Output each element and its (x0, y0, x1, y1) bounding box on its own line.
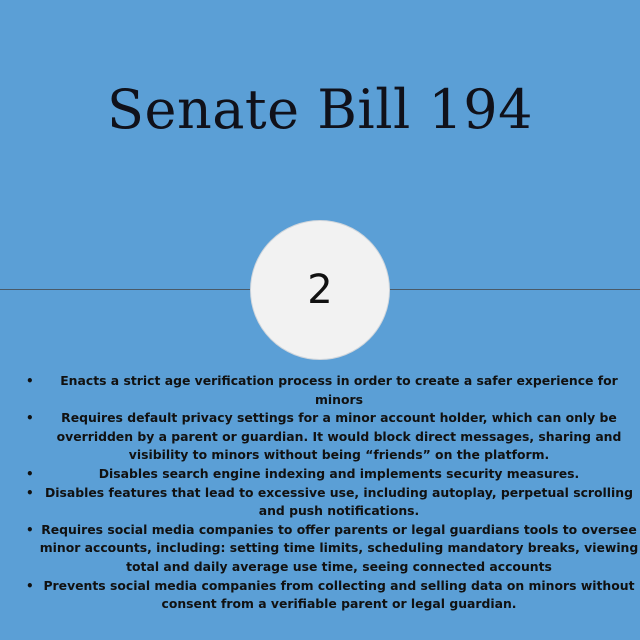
bullet-item: • Requires default privacy settings for a minor account holder, which can only be overridden by a parent or guardian. It would block direct messages, sharing and visibility to minors without being “friends” on the platform. (22, 409, 640, 465)
bullet-item: • Disables search engine indexing and implements security measures. (22, 465, 640, 484)
bullet-item: • Enacts a strict age verification process in order to create a safer experience for minors (22, 372, 640, 409)
bullet-item: • Requires social media companies to offer parents or legal guardians tools to oversee minor accounts, including: setting time limits, scheduling mandatory breaks, viewing total and daily average use time, seeing connected accounts (22, 521, 640, 577)
bullet-list (22, 372, 640, 614)
bullet-item: • Prevents social media companies from collecting and selling data on minors without consent from a verifiable parent or legal guardian. (22, 577, 640, 614)
bullet-item: • Disables features that lead to excessive use, including autoplay, perpetual scrolling and push notifications. (22, 484, 640, 521)
page-title: Senate Bill 194 (107, 78, 533, 141)
page-number-badge (250, 220, 390, 360)
page-number: 2 (307, 267, 333, 313)
